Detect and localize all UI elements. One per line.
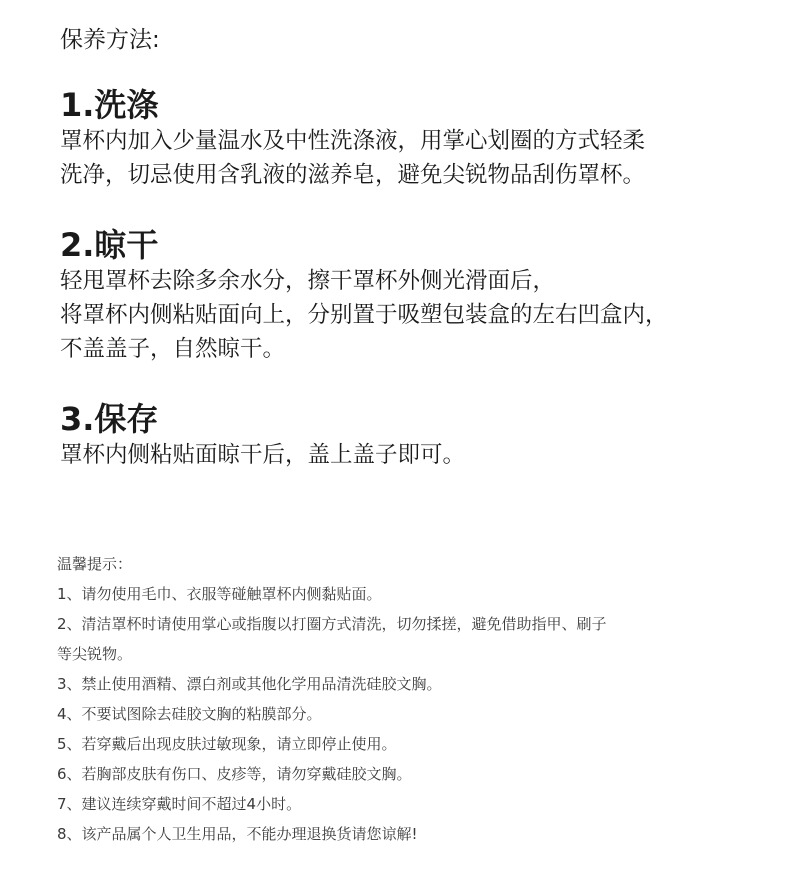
section-body bbox=[60, 438, 780, 472]
body-line: 将罩杯内侧粘贴面向上，分别置于吸塑包装盒的左右凹盒内， bbox=[60, 302, 668, 328]
tip-item: 2、清洁罩杯时请使用掌心或指腹以打圈方式清洗，切勿揉搓，避免借助指甲、刷子 bbox=[57, 615, 607, 633]
body-line: 罩杯内加入少量温水及中性洗涤液，用掌心划圈的方式轻柔 bbox=[60, 128, 646, 154]
tip-item: 6、若胸部皮肤有伤口、皮疹等，请勿穿戴硅胶文胸。 bbox=[57, 765, 412, 783]
body-line: 罩杯内侧粘贴面晾干后，盖上盖子即可。 bbox=[60, 442, 466, 468]
section-washing bbox=[60, 86, 780, 192]
section-heading: 3.保存 bbox=[60, 400, 159, 438]
body-line: 不盖盖子，自然晾干。 bbox=[60, 336, 286, 362]
section-heading: 2.晾干 bbox=[60, 226, 159, 264]
tip-item: 4、不要试图除去硅胶文胸的粘膜部分。 bbox=[57, 705, 322, 723]
tips-title: 温馨提示： bbox=[57, 555, 133, 573]
tips-block bbox=[57, 549, 757, 849]
body-line: 洗净，切忌使用含乳液的滋养皂，避免尖锐物品刮伤罩杯。 bbox=[60, 162, 646, 188]
tip-item: 7、建议连续穿戴时间不超过4小时。 bbox=[57, 795, 302, 813]
section-body bbox=[60, 264, 780, 366]
section-body bbox=[60, 124, 780, 192]
care-title: 保养方法: bbox=[60, 27, 160, 53]
tip-item: 8、该产品属个人卫生用品，不能办理退换货请您谅解! bbox=[57, 825, 418, 843]
tip-item: 等尖锐物。 bbox=[57, 645, 133, 663]
section-heading: 1.洗涤 bbox=[60, 86, 159, 124]
tip-item: 1、请勿使用毛巾、衣服等碰触罩杯内侧黏贴面。 bbox=[57, 585, 382, 603]
tip-item: 5、若穿戴后出现皮肤过敏现象，请立即停止使用。 bbox=[57, 735, 397, 753]
section-storage bbox=[60, 400, 780, 472]
tip-item: 3、禁止使用酒精、漂白剂或其他化学用品清洗硅胶文胸。 bbox=[57, 675, 442, 693]
section-drying bbox=[60, 226, 780, 366]
body-line: 轻甩罩杯去除多余水分，擦干罩杯外侧光滑面后， bbox=[60, 268, 556, 294]
